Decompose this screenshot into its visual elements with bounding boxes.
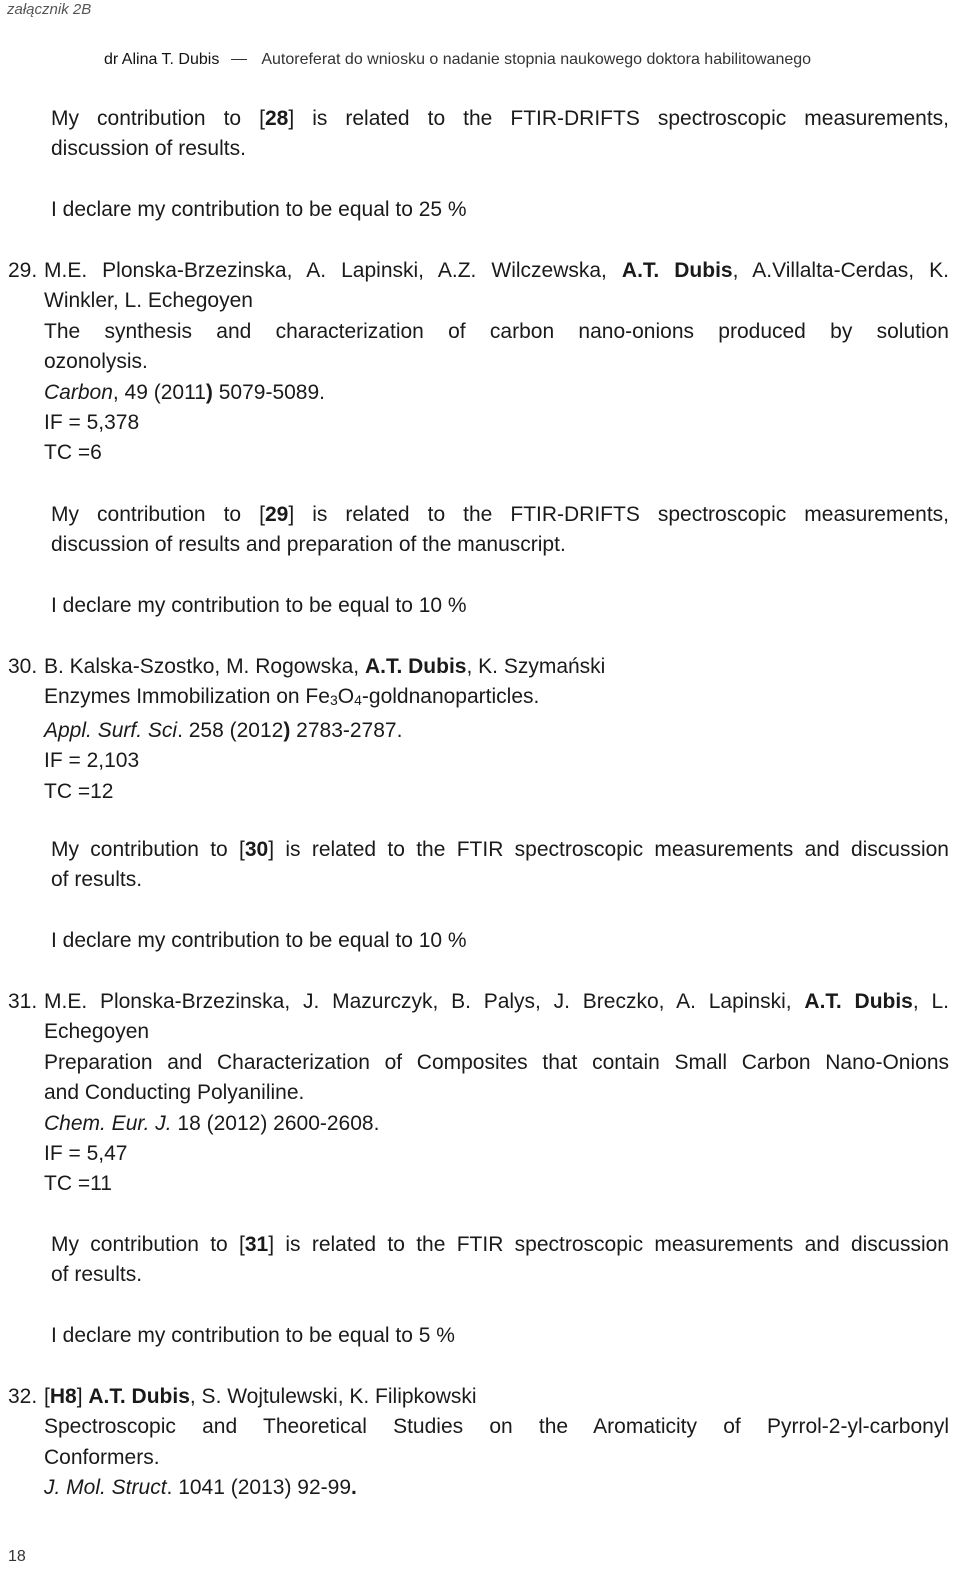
- ref-number: 31: [244, 1233, 269, 1256]
- reference-31: [44, 987, 949, 1200]
- total-citations: TC =12: [44, 779, 114, 803]
- highlighted-author: A.T. Dubis: [88, 1385, 190, 1408]
- ref-number-29: 29.: [8, 259, 38, 282]
- ref-number-30: 30.: [8, 655, 38, 678]
- reference-authors: B. Kalska-Szostko, M. Rogowska, A.T. Dubis, K. Szymański: [44, 655, 606, 678]
- reference-title-cont: Conformers.: [44, 1445, 160, 1469]
- impact-factor: IF = 5,378: [44, 411, 140, 435]
- reference-citation: J. Mol. Struct. 1041 (2013) 92-99.: [44, 1476, 357, 1500]
- highlighted-author: A.T. Dubis: [621, 259, 733, 282]
- contribution-line: My contribution to [29] is related to the FTIR-DRIFTS spectroscopic measurements,: [51, 503, 949, 526]
- header-author: dr Alina T. Dubis: [104, 51, 220, 68]
- contribution-line: My contribution to [31] is related to the FTIR spectroscopic measurements and discussion: [51, 1233, 949, 1256]
- corner-label: załącznik 2B: [7, 1, 92, 18]
- contribution-line: discussion of results and preparation of the manuscript.: [51, 533, 566, 557]
- reference-title: Preparation and Characterization of Composites that contain Small Carbon Nano-Onions: [44, 1050, 949, 1074]
- contribution-line: of results.: [51, 1263, 143, 1287]
- ref-number-32: 32.: [8, 1385, 38, 1408]
- contribution-line: My contribution to [28] is related to the FTIR-DRIFTS spectroscopic measurements,: [51, 107, 949, 130]
- ref-number-31: 31.: [8, 990, 38, 1013]
- ref-number: 28: [264, 107, 289, 130]
- highlighted-author: A.T. Dubis: [804, 990, 913, 1013]
- journal-name: J. Mol. Struct: [44, 1476, 167, 1500]
- reference-authors: [H8] A.T. Dubis, S. Wojtulewski, K. Filipkowski: [44, 1385, 477, 1408]
- declaration-30: I declare my contribution to be equal to 10 %: [51, 929, 467, 952]
- header-title: Autoreferat do wniosku o nadanie stopnia naukowego doktora habilitowanego: [261, 51, 812, 68]
- highlighted-author: A.T. Dubis: [364, 655, 467, 678]
- contribution-line: My contribution to [30] is related to the FTIR spectroscopic measurements and discussion: [51, 838, 949, 861]
- contribution-31: [51, 1230, 949, 1291]
- contribution-line: of results.: [51, 868, 143, 892]
- reference-title: Spectroscopic and Theoretical Studies on the Aromaticity of Pyrrol-2-yl-carbonyl: [44, 1415, 949, 1439]
- contribution-28: [51, 104, 949, 165]
- declaration-31: I declare my contribution to be equal to 5 %: [51, 1324, 455, 1347]
- reference-citation: Chem. Eur. J. 18 (2012) 2600-2608.: [44, 1111, 380, 1135]
- contribution-29: [51, 500, 949, 561]
- journal-name: Chem. Eur. J.: [44, 1111, 172, 1135]
- reference-title: The synthesis and characterization of carbon nano-onions produced by solution: [44, 319, 949, 343]
- reference-title-cont: and Conducting Polyaniline.: [44, 1081, 305, 1105]
- journal-name: Carbon: [44, 380, 113, 404]
- reference-32: [44, 1382, 949, 1504]
- reference-citation: Appl. Surf. Sci. 258 (2012) 2783-2787.: [44, 718, 403, 742]
- page-number: 18: [8, 1548, 26, 1565]
- reference-tag: H8: [49, 1385, 77, 1408]
- impact-factor: IF = 2,103: [44, 749, 140, 773]
- ref-number: 29: [264, 503, 289, 526]
- header-dash: [231, 59, 247, 60]
- total-citations: TC =6: [44, 441, 102, 465]
- total-citations: TC =11: [44, 1172, 112, 1196]
- ref-number: 30: [244, 838, 269, 861]
- reference-title-cont: ozonolysis.: [44, 350, 148, 374]
- reference-title: Enzymes Immobilization on Fe3O4-goldnanoparticles.: [44, 685, 540, 709]
- reference-citation: Carbon, 49 (2011) 5079-5089.: [44, 380, 326, 404]
- reference-authors-cont: Echegoyen: [44, 1020, 150, 1044]
- declaration-28: I declare my contribution to be equal to 25 %: [51, 198, 467, 221]
- contribution-30: [51, 835, 949, 896]
- reference-authors: M.E. Plonska-Brzezinska, A. Lapinski, A.Z. Wilczewska, A.T. Dubis, A.Villalta-Cerdas, K.: [44, 259, 949, 282]
- declaration-29: I declare my contribution to be equal to 10 %: [51, 594, 467, 617]
- reference-29: [44, 256, 949, 469]
- reference-authors-cont: Winkler, L. Echegoyen: [44, 289, 253, 313]
- reference-authors: M.E. Plonska-Brzezinska, J. Mazurczyk, B. Palys, J. Breczko, A. Lapinski, A.T. Dubis, L.: [44, 990, 950, 1013]
- impact-factor: IF = 5,47: [44, 1142, 128, 1166]
- contribution-line: discussion of results.: [51, 137, 246, 161]
- reference-30: [44, 652, 949, 807]
- journal-name: Appl. Surf. Sci: [44, 718, 178, 742]
- running-header: [104, 51, 811, 69]
